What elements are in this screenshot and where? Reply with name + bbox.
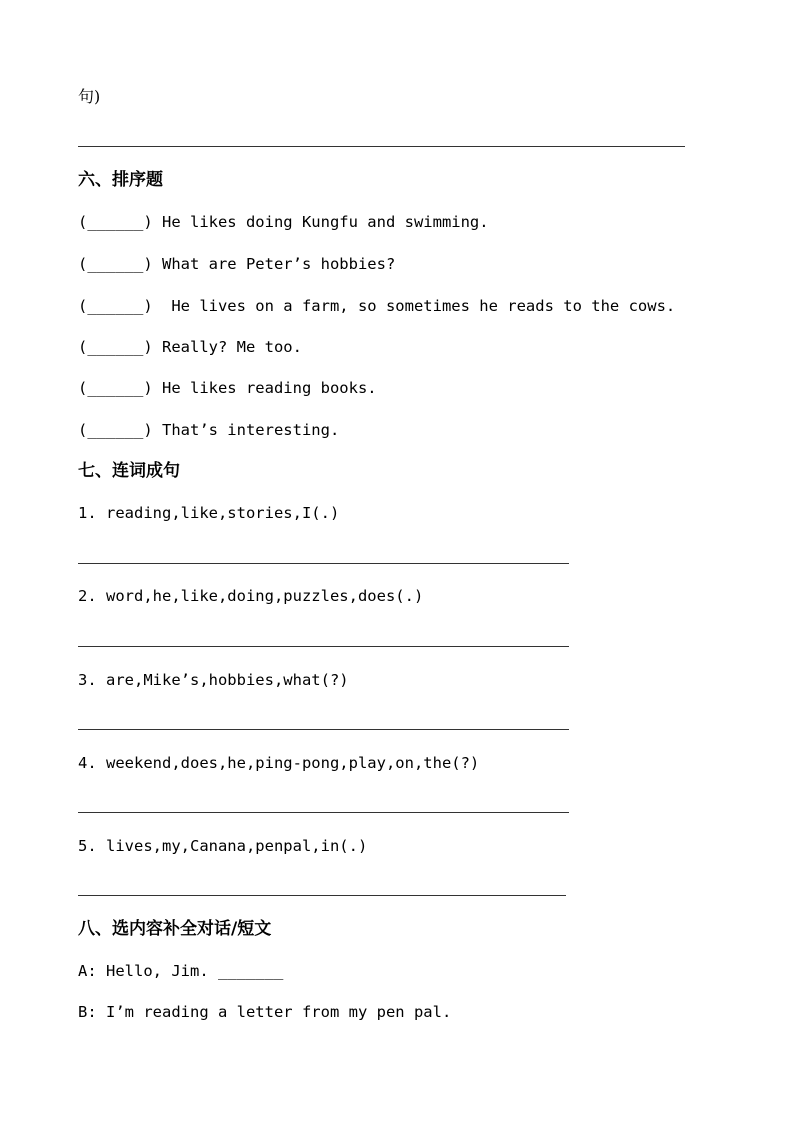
sentence-prompt: 4. weekend,does,he,ping-pong,play,on,the(?) xyxy=(78,754,480,772)
ordering-item: (______) He lives on a farm, so sometimes he reads to the cows. xyxy=(78,297,676,315)
ordering-item: (______) He likes doing Kungfu and swimming. xyxy=(78,213,489,231)
answer-line[interactable] xyxy=(78,895,566,896)
sentence-prompt: 3. are,Mike’s,hobbies,what(?) xyxy=(78,671,349,689)
answer-line[interactable] xyxy=(78,729,569,730)
sentence-prompt: 2. word,he,like,doing,puzzles,does(.) xyxy=(78,587,424,605)
sentence-prompt: 1. reading,like,stories,I(.) xyxy=(78,504,340,522)
continuation-text: 句) xyxy=(78,87,101,106)
ordering-item: (______) He likes reading books. xyxy=(78,379,377,397)
dialogue-line: B: I’m reading a letter from my pen pal. xyxy=(78,1003,452,1021)
ordering-item: (______) Really? Me too. xyxy=(78,338,302,356)
answer-line[interactable] xyxy=(78,812,569,813)
sentence-prompt: 5. lives,my,Canana,penpal,in(.) xyxy=(78,837,368,855)
ordering-item: (______) What are Peter’s hobbies? xyxy=(78,255,396,273)
section-8-title: 八、选内容补全对话/短文 xyxy=(78,919,272,939)
answer-line[interactable] xyxy=(78,146,685,147)
answer-line[interactable] xyxy=(78,563,569,564)
answer-line[interactable] xyxy=(78,646,569,647)
dialogue-line: A: Hello, Jim. _______ xyxy=(78,962,284,980)
section-7-title: 七、连词成句 xyxy=(78,461,180,481)
ordering-item: (______) That’s interesting. xyxy=(78,421,340,439)
section-6-title: 六、排序题 xyxy=(78,170,163,190)
